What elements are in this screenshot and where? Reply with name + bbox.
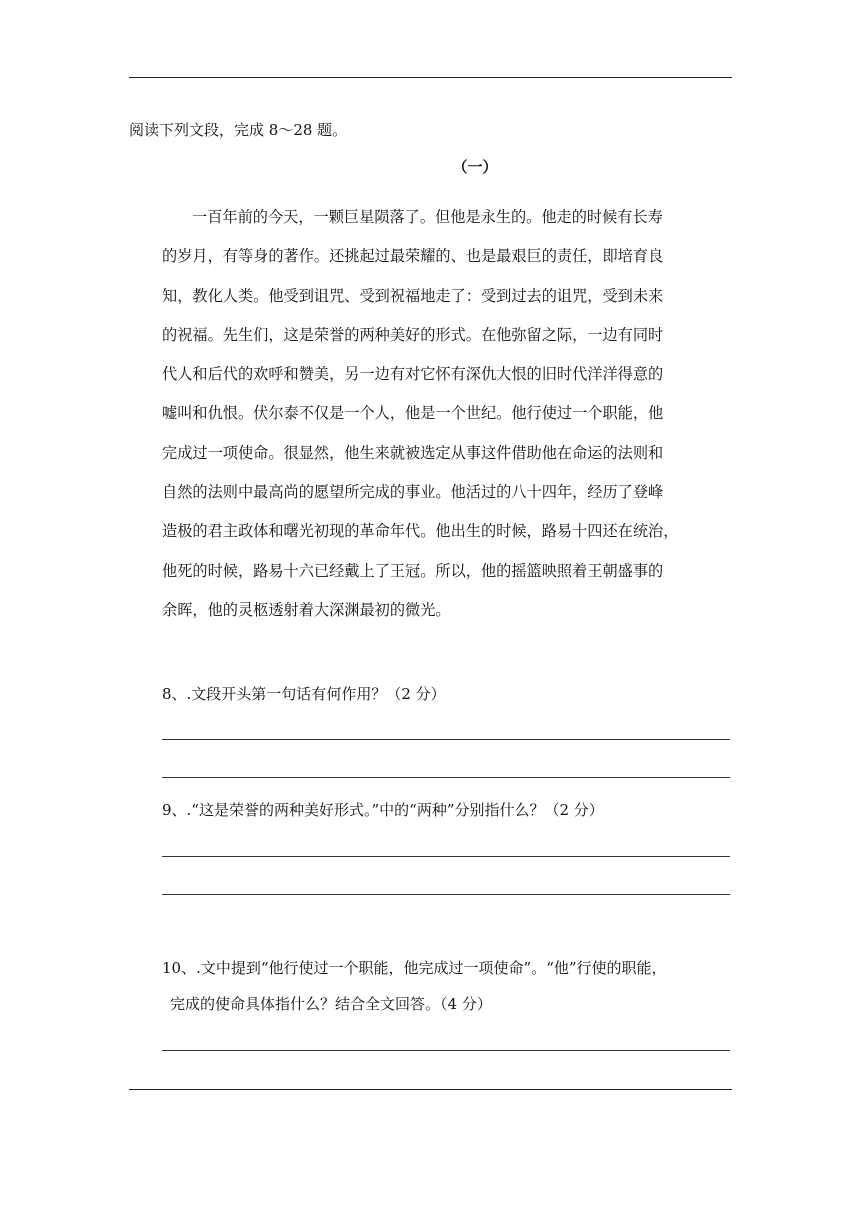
question-10-continued: 完成的使命具体指什么？结合全文回答。（4 分）: [170, 995, 492, 1013]
passage-line: 知，教化人类。他受到诅咒、受到祝福地走了：受到过去的诅咒，受到未来: [162, 286, 664, 305]
question-8: 8、.文段开头第一句话有何作用？（2 分）: [162, 685, 446, 703]
answer-line-q8-2[interactable]: [162, 777, 730, 778]
passage-line: 完成过一项使命。很显然，他生来就被选定从事这件借助他在命运的法则和: [162, 443, 664, 462]
answer-line-q9-2[interactable]: [162, 894, 730, 895]
passage-line: 一百年前的今天，一颗巨星陨落了。但他是永生的。他走的时候有长寿: [192, 208, 663, 226]
answer-line-q8-1[interactable]: [162, 739, 730, 740]
passage-line: 自然的法则中最高尚的愿望所完成的事业。他活过的八十四年，经历了登峰: [162, 483, 664, 502]
passage-line: 嘘叫和仇恨。伏尔泰不仅是一个人，他是一个世纪。他行使过一个职能，他: [162, 404, 664, 423]
page-bottom-rule: [129, 1089, 732, 1090]
question-9: 9、.“这是荣誉的两种美好形式。”中的“两种”分别指什么？（2 分）: [162, 801, 604, 819]
answer-line-q9-1[interactable]: [162, 856, 730, 857]
reading-instruction: 阅读下列文段，完成 8～28 题。: [129, 121, 348, 139]
passage-line: 的祝福。先生们，这是荣誉的两种美好的形式。在他弥留之际，一边有同时: [162, 325, 664, 344]
passage-line: 代人和后代的欢呼和赞美，另一边有对它怀有深仇大恨的旧时代洋洋得意的: [162, 365, 664, 384]
answer-line-q10-1[interactable]: [162, 1050, 730, 1051]
page-top-rule: [129, 77, 732, 78]
section-title: （一）: [452, 158, 498, 176]
passage-line: 余晖，他的灵柩透射着大深渊最初的微光。: [162, 600, 451, 619]
passage-line: 他死的时候，路易十六已经戴上了王冠。所以，他的摇篮映照着王朝盛事的: [162, 561, 664, 580]
passage-line: 的岁月，有等身的著作。还挑起过最荣耀的、也是最艰巨的责任，即培育良: [162, 247, 664, 266]
question-10: 10、.文中提到“他行使过一个职能，他完成过一项使命”。“他”行使的职能，: [162, 959, 667, 977]
passage-line: 造极的君主政体和曙光初现的革命年代。他出生的时候，路易十四还在统治，: [162, 522, 679, 541]
reading-passage: [162, 206, 736, 638]
